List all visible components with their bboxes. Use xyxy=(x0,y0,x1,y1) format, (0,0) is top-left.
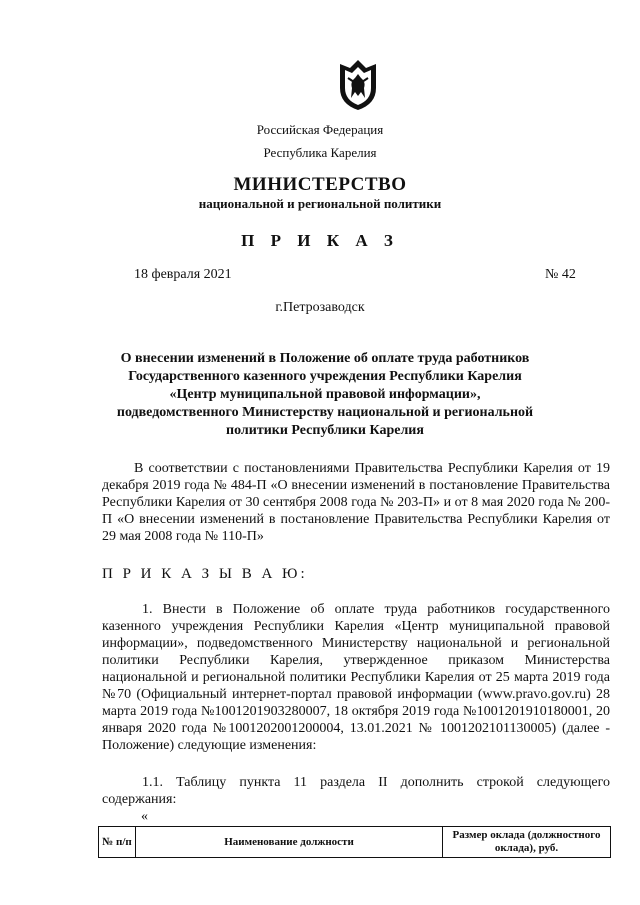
salary-table xyxy=(98,826,611,858)
item-1-1-paragraph: 1.1. Таблицу пункта 11 раздела II дополнить строкой следующего содержания: xyxy=(102,775,610,807)
table-header-salary: Размер оклада (должностного оклада), руб. xyxy=(443,827,611,858)
country-line: Российская Федерация xyxy=(256,122,384,137)
item-1-paragraph: 1. Внести в Положение об оплате труда работников государственного казенного учреждения Республики Карелия «Центр муниципальной правовой информации», подведомственного Министерству национальной и региональной политики Республики Карелия, утвержденное приказом Министерства национальной и региональной политики Республики Карелия от 25 марта 2019 года №70 (Официальный интернет-портал правовой информации (www.pravo.gov.ru) 28 марта 2019 года №1001201903280007, 18 октября 2019 года №1001201910180001, 20 января 2020 года №1001202001200004, 13.01.2021 № 1001202101130005) (далее - Положение) следующие изменения: xyxy=(102,602,610,753)
orders-word: П Р И К А З Ы В А Ю: xyxy=(102,566,308,582)
order-city: г.Петрозаводск xyxy=(275,300,365,315)
order-date: 18 февраля 2021 xyxy=(134,267,232,282)
order-number: № 42 xyxy=(545,267,576,282)
republic-line: Республика Карелия xyxy=(263,145,377,160)
karelia-coat-of-arms-icon xyxy=(336,58,380,112)
order-heading: О внесении изменений в Положение об оплате труда работников Государственного казенного учреждения Республики Карелия «Центр муниципальной правовой информации», подведомственного Министерству национальной и региональной политики Республики Карелия xyxy=(116,351,534,438)
table-header-number: № п/п xyxy=(99,827,136,858)
opening-quote: « xyxy=(141,809,148,824)
ministry-title: МИНИСТЕРСТВО xyxy=(233,174,407,195)
ministry-subtitle: национальной и региональной политики xyxy=(198,196,442,211)
table-header-row xyxy=(99,827,611,858)
basis-paragraph: В соответствии с постановлениями Правительства Республики Карелия от 19 декабря 2019 года № 484-П «О внесении изменений в постановление Правительства Республики Карелия от 30 сентября 2008 года № 203-П» и от 8 мая 2020 года № 200-П «О внесении изменений в постановление Правительства Республики Карелия от 29 мая 2008 года № 110-П» xyxy=(102,461,610,544)
table-header-position: Наименование должности xyxy=(136,827,443,858)
order-title: П Р И К А З xyxy=(241,231,399,250)
